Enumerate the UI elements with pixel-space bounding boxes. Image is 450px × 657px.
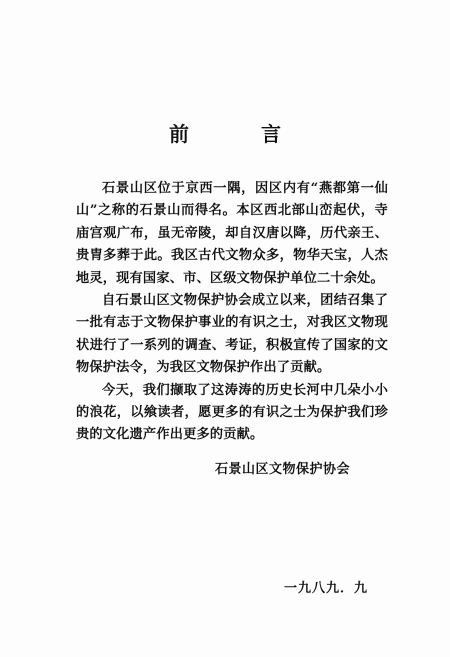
date: 一九八九．九 bbox=[284, 581, 369, 596]
page-title: 前 言 bbox=[169, 122, 307, 146]
paragraph: 石景山区位于京西一隅，因区内有“燕都第一仙山”之称的石景山而得名。本区西北部山峦起伏，寺庙宫观广布，虽无帝陵，却自汉唐以降，历代亲王、贵胄多葬于此。我区古代文物众多，物华天宝，人杰地灵，现有国家、市、区级文物保护单位二十余处。 bbox=[76, 181, 388, 286]
signature: 石景山区文物保护协会 bbox=[215, 462, 351, 477]
paragraph: 今天，我们撷取了这涛涛的历史长河中几朵小小的浪花，以飨读者，愿更多的有识之士为保护我们珍贵的文化遗产作出更多的贡献。 bbox=[76, 382, 388, 443]
paragraph: 自石景山区文物保护协会成立以来，团结召集了一批有志于文物保护事业的有识之士，对我区文物现状进行了一系列的调查、考证，积极宣传了国家的文物保护法令，为我区文物保护作出了贡献。 bbox=[76, 293, 388, 376]
preface-body bbox=[76, 178, 388, 447]
